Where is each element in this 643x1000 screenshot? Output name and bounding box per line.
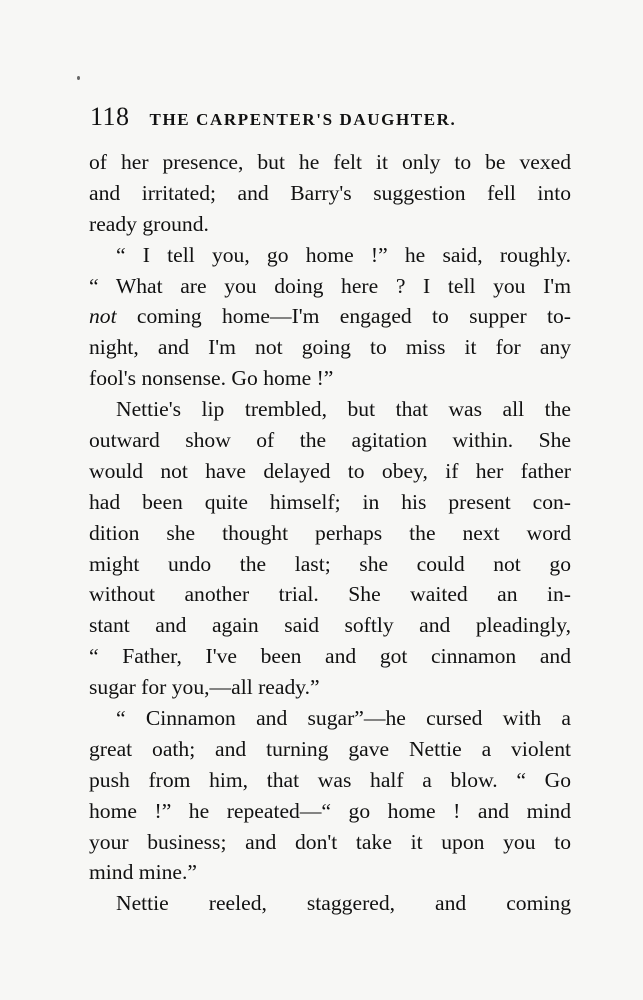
- text-line: your business; and don't take it upon you to: [89, 829, 571, 854]
- margin-speck: [77, 76, 80, 80]
- text-line: push from him, that was half a blow. “ Go: [89, 767, 571, 792]
- text-line: home !” he repeated—“ go home ! and mind: [89, 798, 571, 823]
- text-line: might undo the last; she could not go: [89, 551, 571, 576]
- text-line: fool's nonsense. Go home !”: [89, 366, 334, 391]
- text-line: “ Father, I've been and got cinnamon and: [89, 644, 571, 669]
- text-line: stant and again said softly and pleadingly,: [89, 613, 571, 638]
- body-text: [89, 147, 571, 919]
- text-line: sugar for you,—all ready.”: [89, 675, 320, 700]
- text-line: “ I tell you, go home !” he said, roughly.: [116, 242, 571, 267]
- text-line: and irritated; and Barry's suggestion fell into: [89, 180, 571, 205]
- text-line: mind mine.”: [89, 860, 197, 885]
- running-title: THE CARPENTER'S DAUGHTER.: [149, 110, 457, 129]
- text-line: without another trial. She waited an in-: [89, 582, 571, 607]
- text-line: night, and I'm not going to miss it for any: [89, 335, 571, 360]
- text-line: Nettie reeled, staggered, and coming: [116, 891, 571, 916]
- text-line: great oath; and turning gave Nettie a violent: [89, 736, 571, 761]
- text-line: would not have delayed to obey, if her father: [89, 458, 571, 483]
- text-line: Nettie's lip trembled, but that was all the: [116, 397, 571, 422]
- text-line: dition she thought perhaps the next word: [89, 520, 571, 545]
- text-line: “ What are you doing here ? I tell you I'm: [89, 273, 571, 298]
- text-line: outward show of the agitation within. She: [89, 428, 571, 453]
- text-line: not coming home—I'm engaged to supper to-: [89, 304, 571, 329]
- italic-emphasis: not: [89, 304, 117, 329]
- text-line: ready ground.: [89, 211, 209, 236]
- text-line: had been quite himself; in his present con-: [89, 489, 571, 514]
- text-line: of her presence, but he felt it only to be vexed: [89, 150, 571, 174]
- page-number: 118: [90, 102, 130, 131]
- page-header: [90, 102, 570, 136]
- text-line: “ Cinnamon and sugar”—he cursed with a: [116, 706, 571, 731]
